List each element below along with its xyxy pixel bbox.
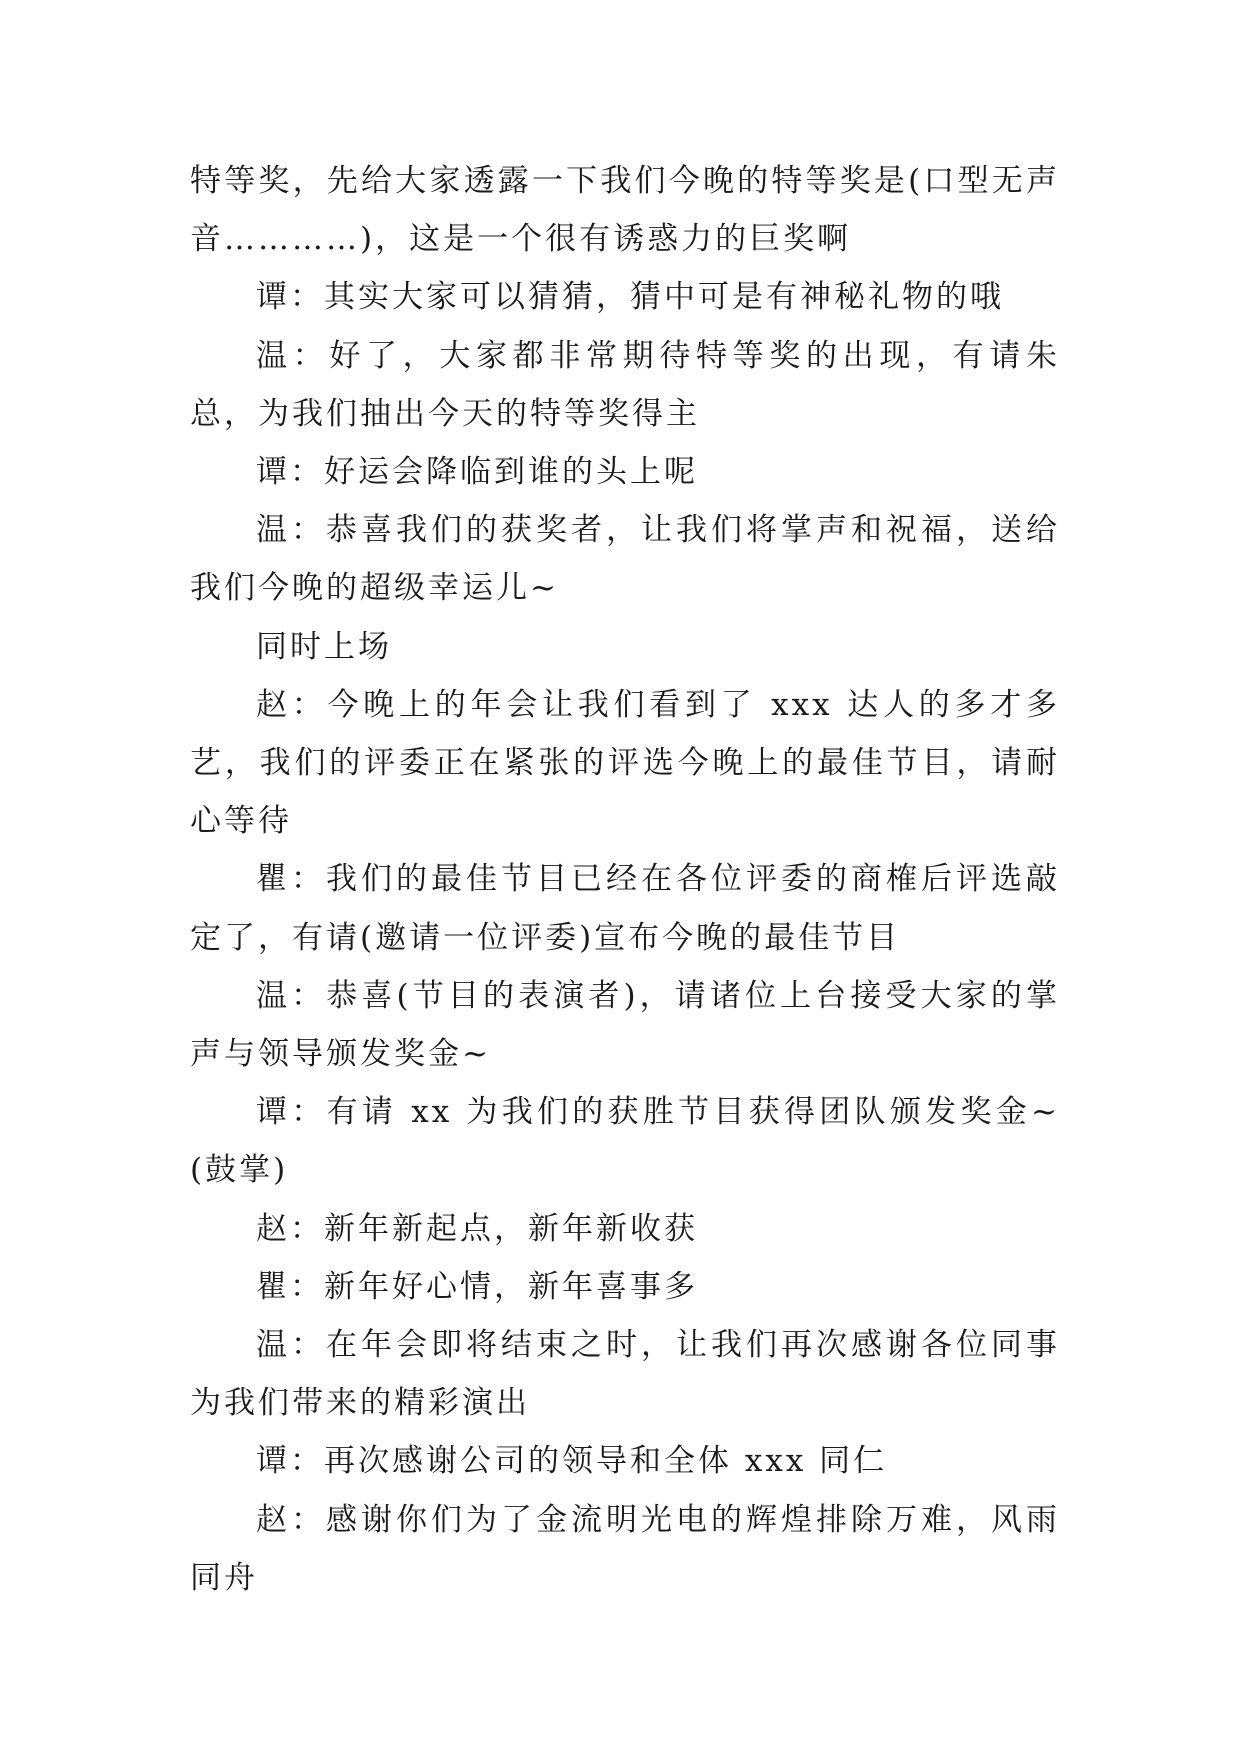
paragraph-zhao-3: 赵：感谢你们为了金流明光电的辉煌排除万难，风雨同舟 bbox=[190, 1501, 1060, 1596]
paragraph-qu-2: 瞿：新年好心情，新年喜事多 bbox=[256, 1268, 698, 1305]
stage-direction: 同时上场 bbox=[256, 628, 392, 665]
paragraph-zhao-2: 赵：新年新起点，新年新收获 bbox=[256, 1210, 698, 1247]
paragraph-continuation: 特等奖，先给大家透露一下我们今晚的特等奖是(口型无声音…………)，这是一个很有诱惑力的巨奖啊 bbox=[190, 163, 1060, 258]
paragraph-tan-2: 谭：好运会降临到谁的头上呢 bbox=[256, 454, 698, 491]
paragraph-wen-2: 温：恭喜我们的获奖者，让我们将掌声和祝福，送给我们今晚的超级幸运儿~ bbox=[190, 512, 1060, 607]
paragraph-zhao-1: 赵：今晚上的年会让我们看到了 xxx 达人的多才多艺，我们的评委正在紧张的评选今晚上的最佳节目，请耐心等待 bbox=[190, 686, 1060, 840]
paragraph-wen-3: 温：恭喜(节目的表演者)，请诸位上台接受大家的掌声与领导颁发奖金~ bbox=[190, 977, 1060, 1073]
paragraph-wen-1: 温：好了，大家都非常期待特等奖的出现，有请朱总，为我们抽出今天的特等奖得主 bbox=[190, 337, 1060, 432]
paragraph-tan-4: 谭：再次感谢公司的领导和全体 xxx 同仁 bbox=[256, 1443, 888, 1480]
document-body bbox=[190, 152, 1060, 1607]
paragraph-tan-3: 谭：有请 xx 为我们的获胜节目获得团队颁发奖金~(鼓掌) bbox=[190, 1094, 1060, 1189]
paragraph-tan-1: 谭：其实大家可以猜猜，猜中可是有神秘礼物的哦 bbox=[256, 279, 1004, 316]
paragraph-wen-4: 温：在年会即将结束之时，让我们再次感谢各位同事为我们带来的精彩演出 bbox=[190, 1327, 1060, 1422]
paragraph-qu-1: 瞿：我们的最佳节目已经在各位评委的商榷后评选敲定了，有请(邀请一位评委)宣布今晚的最佳节目 bbox=[190, 861, 1060, 956]
